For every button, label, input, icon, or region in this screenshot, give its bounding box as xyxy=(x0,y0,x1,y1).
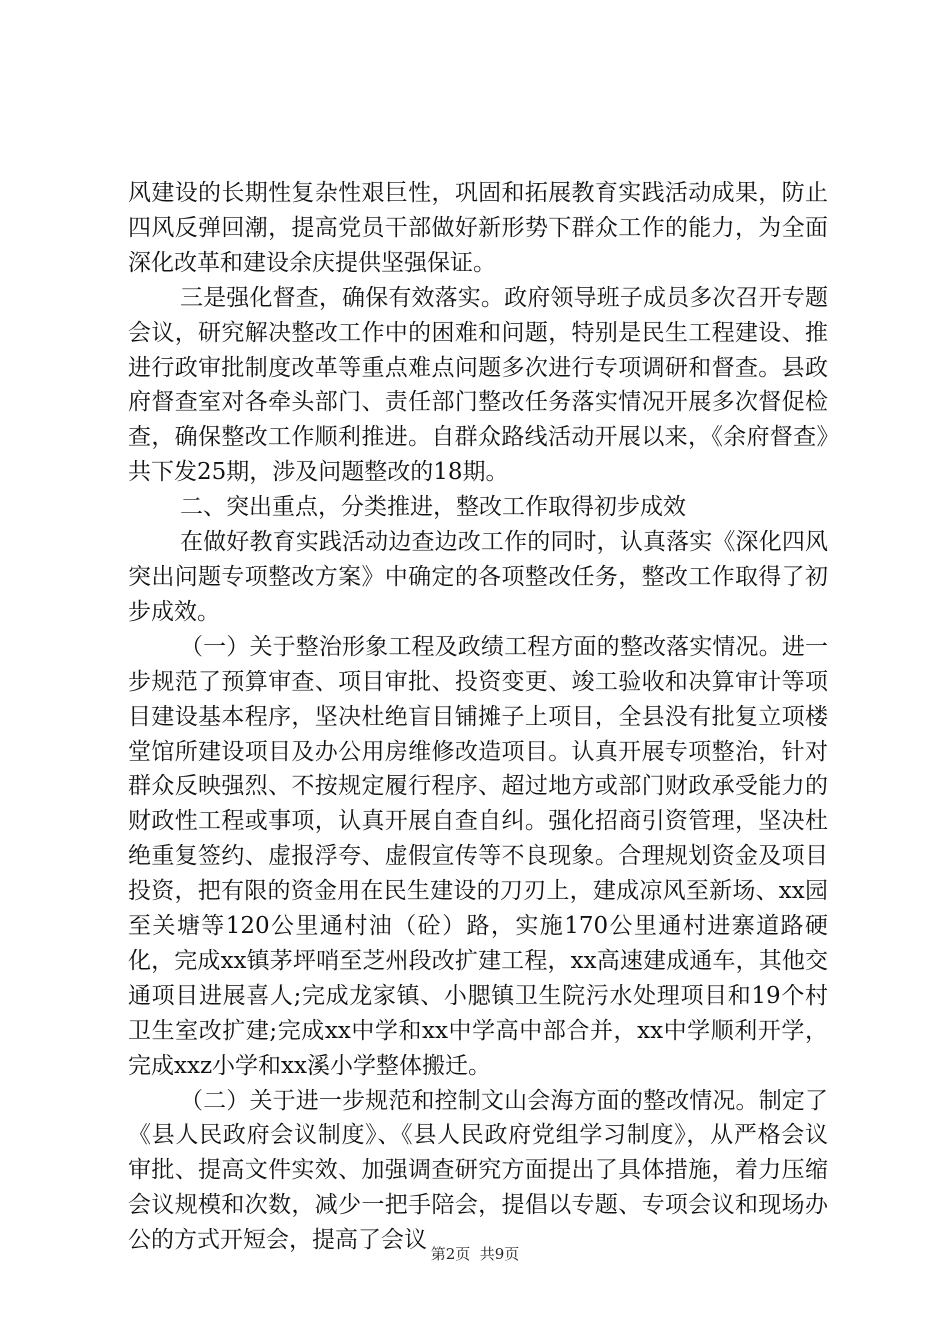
document-body xyxy=(128,176,828,1258)
paragraph-intro: 在做好教育实践活动边查边改工作的同时，认真落实《深化四风突出问题专项整改方案》中确定的各项整改任务，整改工作取得了初步成效。 xyxy=(128,529,828,625)
paragraph-item-one: （一）关于整治形象工程及政绩工程方面的整改落实情况。进一步规范了预算审查、项目审批、投资变更、竣工验收和决算审计等项目建设基本程序，坚决杜绝盲目铺摊子上项目，全县没有批复立项楼堂馆所建设项目及办公用房维修改造项目。认真开展专项整治，针对群众反映强烈、不按规定履行程序、超过地方或部门财政承受能力的财政性工程或事项，认真开展自查自纠。强化招商引资管理，坚决杜绝重复签约、虚报浮夸、虚假宣传等不良现象。合理规划资金及项目投资，把有限的资金用在民生建设的刀刃上，建成凉风至新场、xx园至关塘等120公里通村油（砼）路，实施170公里通村进寨道路硬化，完成xx镇茅坪哨至芝州段改扩建工程，xx高速建成通车，其他交通项目进展喜人;完成龙家镇、小腮镇卫生院污水处理项目和19个村卫生室改扩建;完成xx中学和xx中学高中部合并，xx中学顺利开学，完成xxz小学和xx溪小学整体搬迁。 xyxy=(128,633,828,1079)
paragraph-continuation: 风建设的长期性复杂性艰巨性，巩固和拓展教育实践活动成果，防止四风反弹回潮，提高党员干部做好新形势下群众工作的能力，为全面深化改革和建设余庆提供坚强保证。 xyxy=(128,180,828,276)
page-number-label: 第2页 共9页 xyxy=(430,1245,520,1263)
section-heading: 二、突出重点，分类推进，整改工作取得初步成效 xyxy=(180,494,686,521)
paragraph-item-two: （二）关于进一步规范和控制文山会海方面的整改情况。制定了《县人民政府会议制度》、《县人民政府党组学习制度》，从严格会议审批、提高文件实效、加强调查研究方面提出了具体措施，着力压缩会议规模和次数，减少一把手陪会，提倡以专题、专项会议和现场办公的方式开短会，提高了会议 xyxy=(128,1087,828,1254)
paragraph-supervision: 三是强化督查，确保有效落实。政府领导班子成员多次召开专题会议，研究解决整改工作中的困难和问题，特别是民生工程建设、推进行政审批制度改革等重点难点问题多次进行专项调研和督查。县政府督查室对各牵头部门、责任部门整改任务落实情况开展多次督促检查，确保整改工作顺利推进。自群众路线活动开展以来，《余府督查》共下发25期，涉及问题整改的18期。 xyxy=(128,284,828,486)
page-footer xyxy=(0,1244,950,1264)
